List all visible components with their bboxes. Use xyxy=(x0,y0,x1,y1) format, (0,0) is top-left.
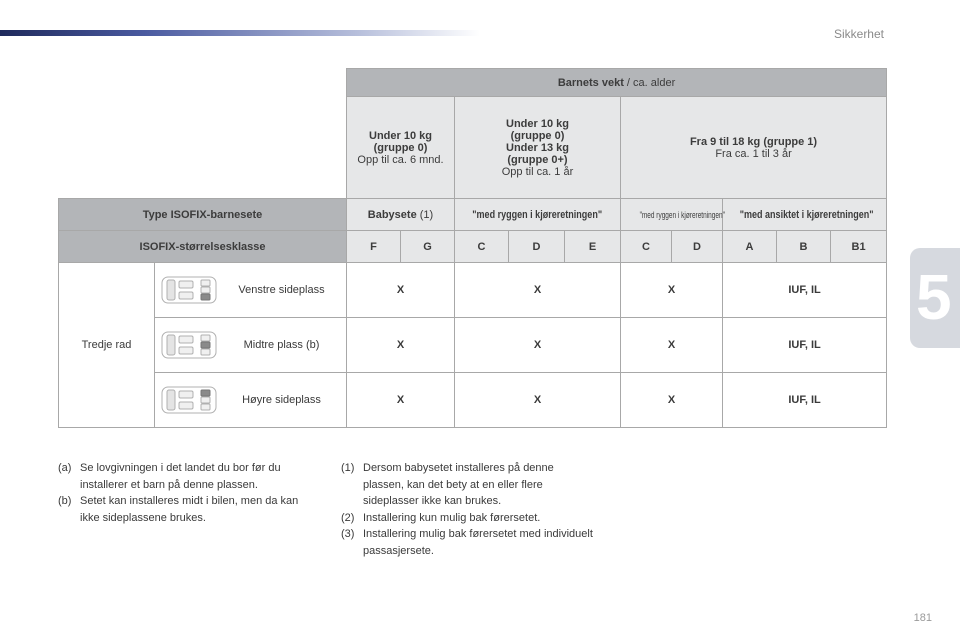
seat-label: Høyre sideplass xyxy=(242,394,321,406)
seat-label: Venstre sideplass xyxy=(238,284,325,296)
cell-value: X xyxy=(347,263,455,318)
footnote: (b) Setet kan installeres midt i bilen, men da kan ikke sideplassene brukes. xyxy=(58,495,299,524)
weight-group-header: Barnets vekt / ca. alder xyxy=(347,69,887,97)
isofix-table xyxy=(58,68,887,428)
type-babysete: Babysete (1) xyxy=(347,199,455,231)
cell-value: X xyxy=(455,373,621,428)
cell-value: X xyxy=(455,318,621,373)
type-rear-facing-small: "med ryggen i kjøreretningen" xyxy=(621,199,723,231)
top-accent-bar xyxy=(0,30,480,36)
cell-value: X xyxy=(455,263,621,318)
chapter-tab xyxy=(910,248,960,348)
cell-value: X xyxy=(621,263,723,318)
size-class: B xyxy=(777,231,831,263)
chapter-number: 5 xyxy=(916,261,952,333)
cell-value: X xyxy=(621,318,723,373)
page-number: 181 xyxy=(913,612,932,624)
footnote: (1) Dersom babysetet installeres på denne plassen, kan det bety at en eller flere sideplasser ikke kan brukes. xyxy=(341,462,554,507)
weight-col-2: Fra 9 til 18 kg (gruppe 1) Fra ca. 1 til 3 år xyxy=(621,97,887,199)
cell-value: X xyxy=(621,373,723,428)
footnote: (2) Installering kun mulig bak førersetet. xyxy=(341,511,541,524)
notes-left xyxy=(58,460,318,526)
table-row xyxy=(59,263,887,318)
cell-value: IUF, IL xyxy=(723,263,887,318)
type-forward-facing: "med ansiktet i kjøreretningen" xyxy=(723,199,887,231)
seat-label: Midtre plass (b) xyxy=(243,339,320,351)
table-row xyxy=(59,373,887,428)
cell-value: X xyxy=(347,318,455,373)
type-row-label: Type ISOFIX-barnesete xyxy=(59,199,347,231)
size-class: B1 xyxy=(831,231,887,263)
weight-col-1: Under 10 kg (gruppe 0) Under 13 kg (gruppe 0+) Opp til ca. 1 år xyxy=(455,97,621,199)
cell-value: IUF, IL xyxy=(723,318,887,373)
section-title: Sikkerhet xyxy=(833,27,884,41)
row-group-label: Tredje rad xyxy=(59,263,155,428)
size-class: C xyxy=(621,231,672,263)
cell-value: X xyxy=(347,373,455,428)
type-rear-facing: "med ryggen i kjøreretningen" xyxy=(455,199,621,231)
table-row xyxy=(59,318,887,373)
size-row-label: ISOFIX-størrelsesklasse xyxy=(59,231,347,263)
size-class: D xyxy=(509,231,565,263)
weight-col-0: Under 10 kg (gruppe 0) Opp til ca. 6 mnd. xyxy=(347,97,455,199)
size-class: C xyxy=(455,231,509,263)
car-middle-seat-icon xyxy=(161,330,217,360)
size-class: D xyxy=(672,231,723,263)
size-class: F xyxy=(347,231,401,263)
size-class: E xyxy=(565,231,621,263)
car-left-seat-icon xyxy=(161,275,217,305)
footnote: (a) Se lovgivningen i det landet du bor før du installerer et barn på denne plassen. xyxy=(58,462,281,491)
car-right-seat-icon xyxy=(161,385,217,415)
size-class: G xyxy=(401,231,455,263)
footnote: (3) Installering mulig bak førersetet med individuelt passasjersete. xyxy=(341,528,593,557)
notes-right xyxy=(341,460,593,559)
size-class: A xyxy=(723,231,777,263)
cell-value: IUF, IL xyxy=(723,373,887,428)
